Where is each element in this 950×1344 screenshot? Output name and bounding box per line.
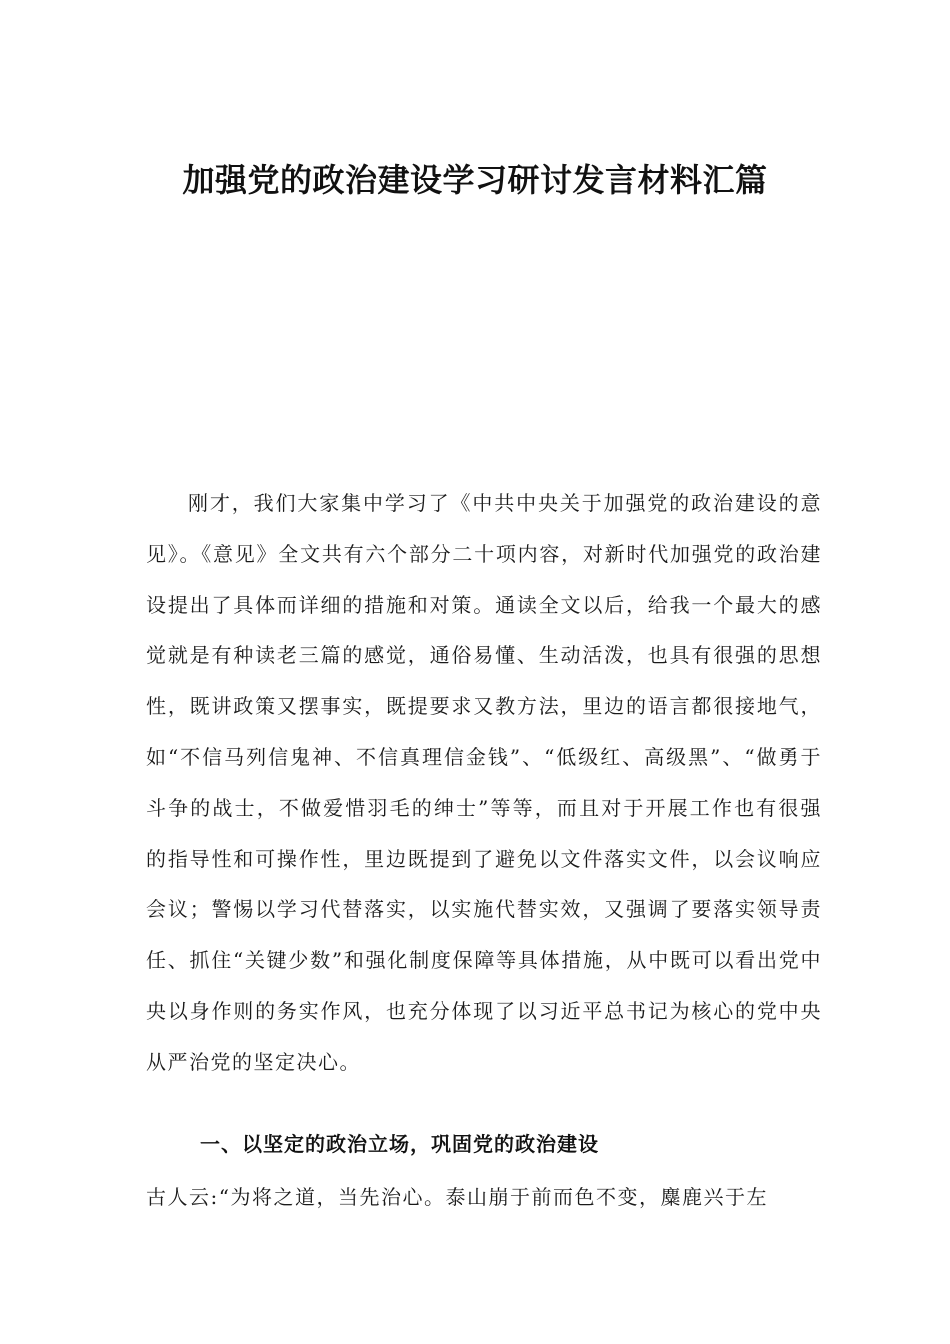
section-heading: 一、以坚定的政治立场，巩固党的政治建设 [200,1132,599,1156]
body-paragraph: 刚才，我们大家集中学习了《中共中央关于加强党的政治建设的意见》。《意见》全文共有六个部分二十项内容，对新时代加强党的政治建设提出了具体而详细的措施和对策。通读全文以后，给我一个最大的感觉就是有种读老三篇的感觉，通俗易懂、生动活泼，也具有很强的思想性，既讲政策又摆事实，既提要求又教方法，里边的语言都很接地气，如“不信马列信鬼神、不信真理信金钱”、“低级红、高级黑”、“做勇于斗争的战士，不做爱惜羽毛的绅士”等等，而且对于开展工作也有很强的指导性和可操作性，里边既提到了避免以文件落实文件，以会议响应会议；警惕以学习代替落实，以实施代替实效，又强调了要落实领导责任、抓住“关键少数”和强化制度保障等具体措施，从中既可以看出党中央以身作则的务实作风，也充分体现了以习近平总书记为核心的党中央从严治党的坚定决心。 [146,491,822,1074]
document-title: 加强党的政治建设学习研讨发言材料汇篇 [182,161,768,199]
body-paragraph: 古人云:“为将之道，当先治心。泰山崩于前而色不变，麋鹿兴于左 [146,1185,768,1209]
